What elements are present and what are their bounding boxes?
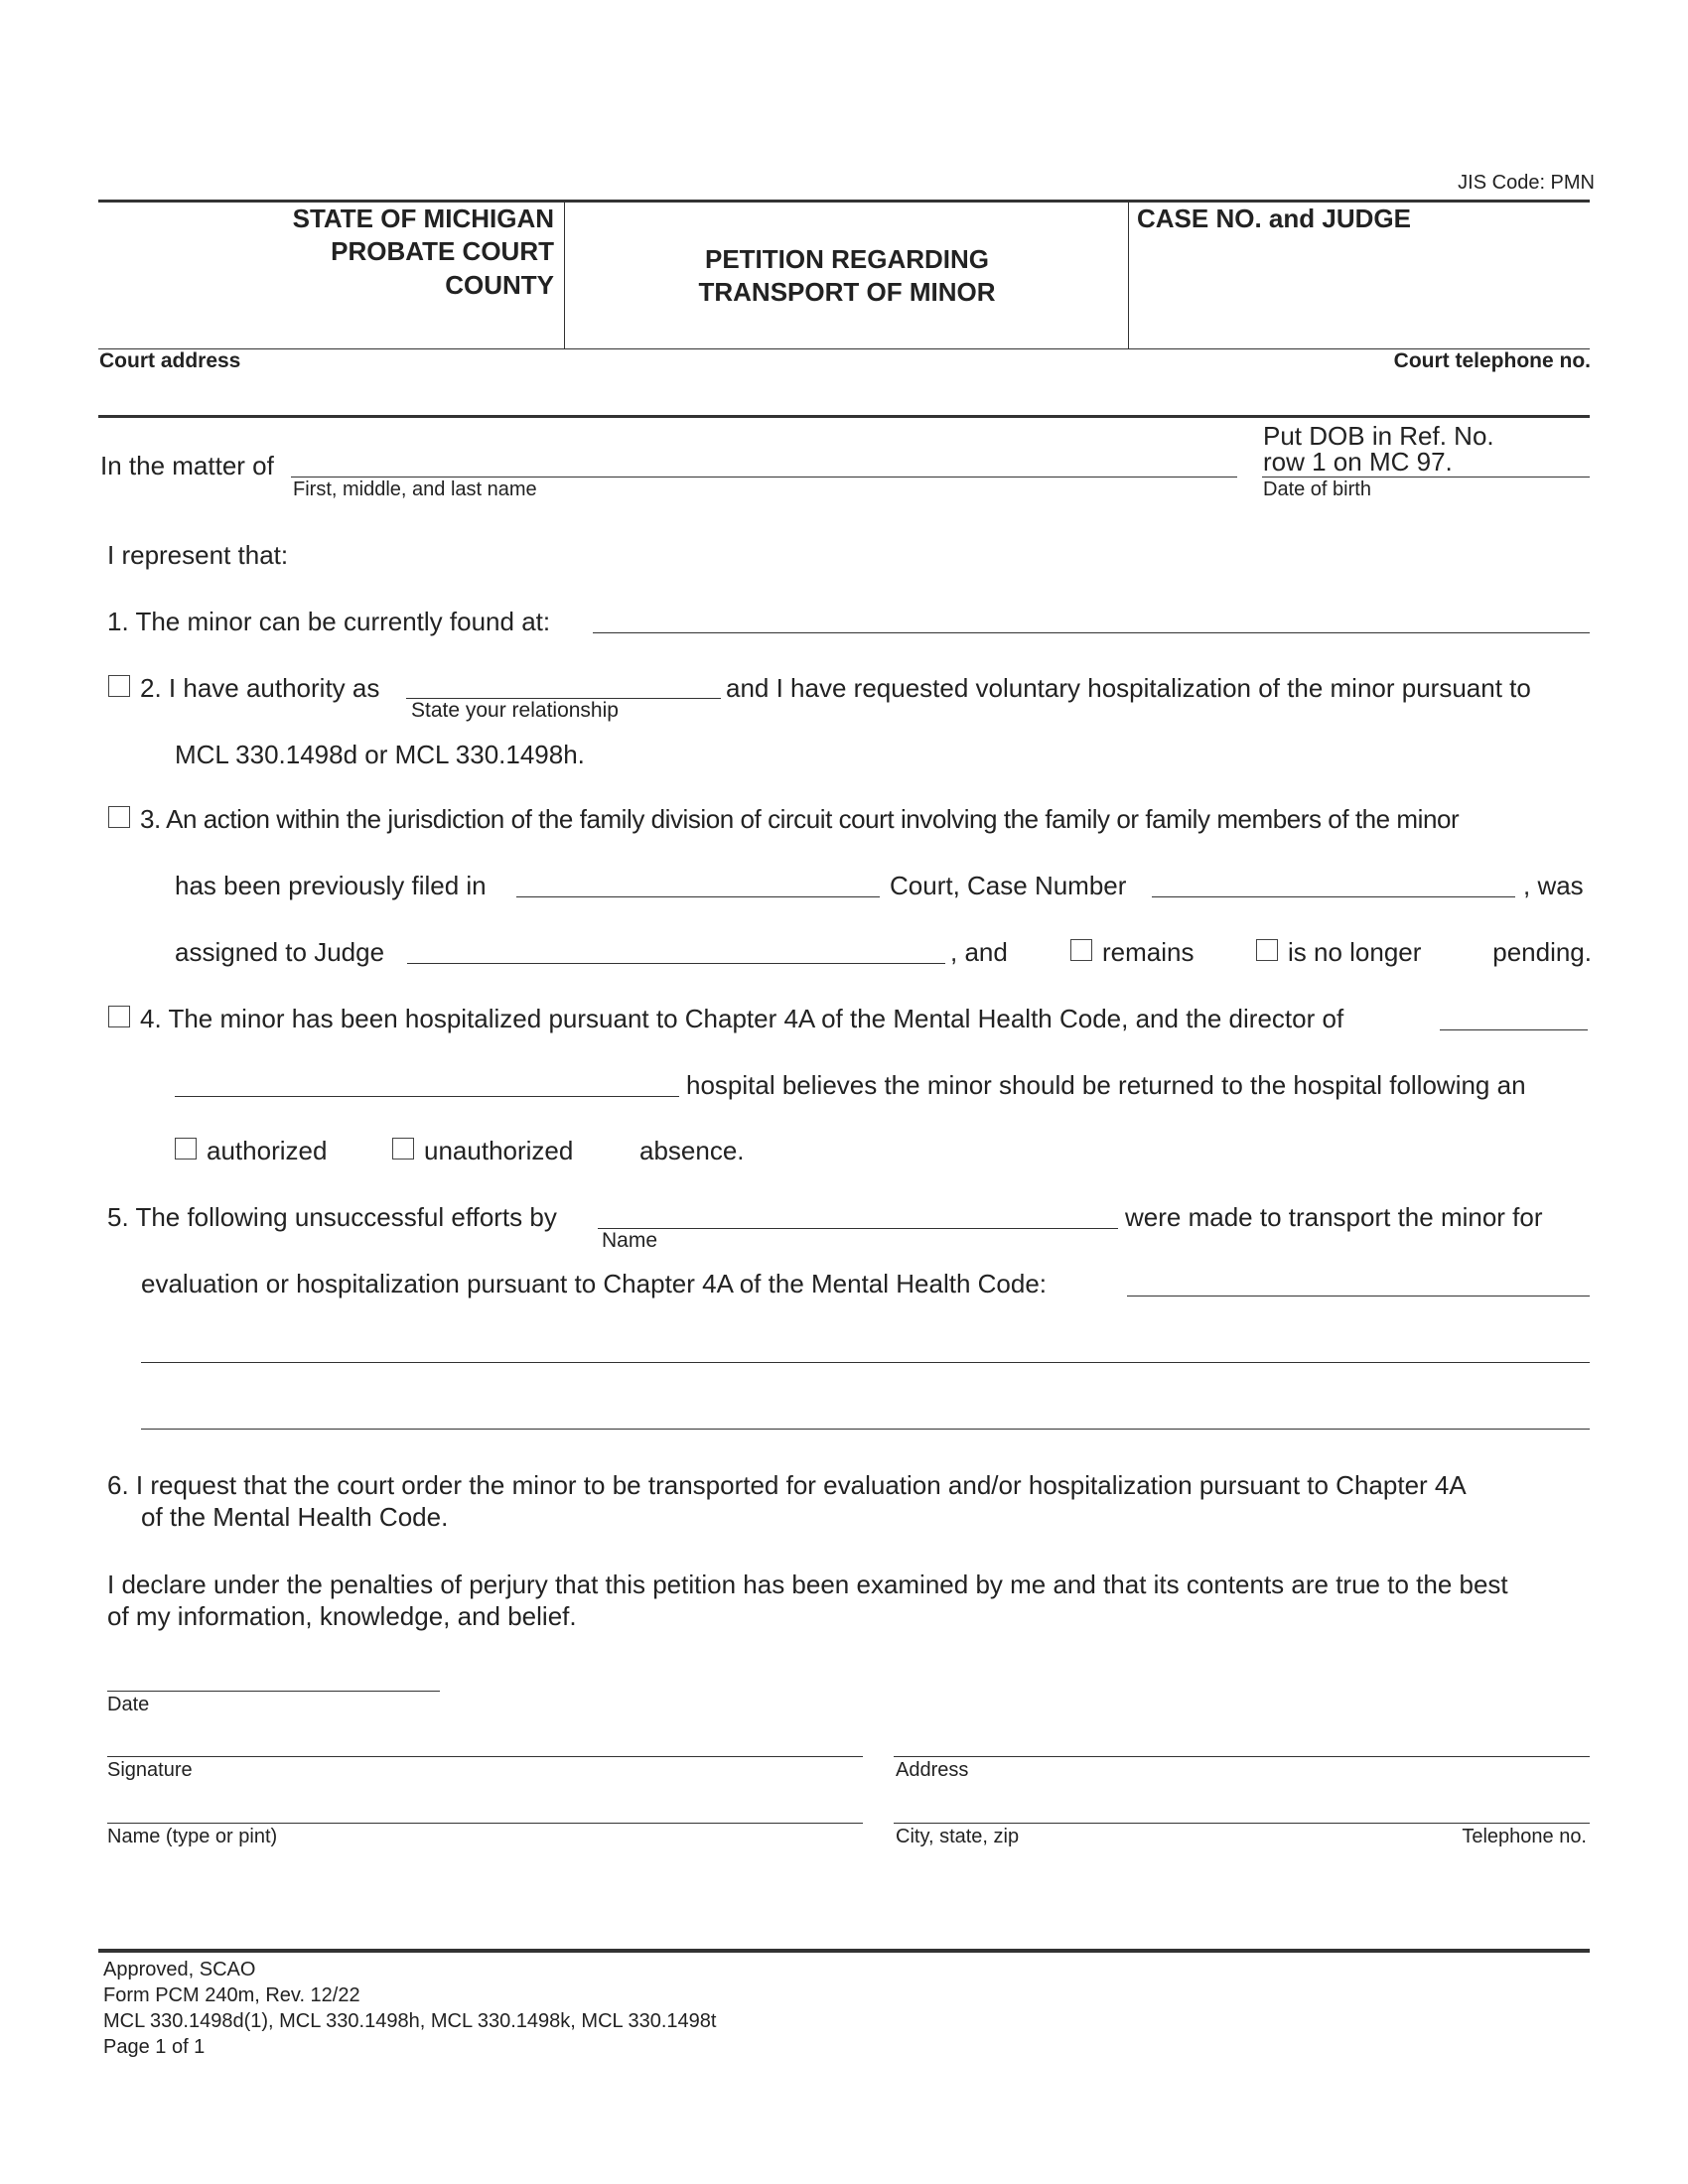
unauthorized-checkbox[interactable] [392, 1138, 414, 1160]
location-field[interactable] [593, 632, 1590, 633]
item4-line2: hospital believes the minor should be returned to the hospital following an [686, 1070, 1526, 1100]
date-label: Date [107, 1694, 150, 1715]
signature-field[interactable] [107, 1756, 863, 1757]
item6-line1: 6. I request that the court order the minor to be transported for evaluation and/or hospitalization pursuant to Chapter 4A [107, 1470, 1467, 1500]
form-title-line1: PETITION REGARDING [704, 244, 989, 274]
dob-note-line1: Put DOB in Ref. No. [1263, 421, 1494, 451]
item3-checkbox[interactable] [108, 806, 130, 828]
item3-assigned: assigned to Judge [175, 937, 385, 967]
header-top-rule [98, 200, 1590, 203]
represent-intro: I represent that: [107, 540, 289, 570]
item2-trail: and I have requested voluntary hospitalization of the minor pursuant to [726, 673, 1531, 703]
footer-form-number: Form PCM 240m, Rev. 12/22 [103, 1984, 360, 2006]
footer-page: Page 1 of 1 [103, 2036, 206, 2058]
dob-caption: Date of birth [1263, 478, 1371, 500]
remains-checkbox[interactable] [1070, 939, 1092, 961]
footer-rule [98, 1949, 1590, 1953]
authorized-checkbox[interactable] [175, 1138, 197, 1160]
item2-line2: MCL 330.1498d or MCL 330.1498h. [175, 740, 585, 769]
no-longer-label: is no longer [1288, 937, 1422, 967]
item3-filed-in: has been previously filed in [175, 871, 487, 900]
item5-lead: 5. The following unsuccessful efforts by [107, 1202, 557, 1232]
header-divider-right [1128, 201, 1129, 349]
pending-label: pending. [1492, 937, 1592, 967]
unauthorized-label: unauthorized [424, 1136, 574, 1165]
court-name-field[interactable] [516, 896, 880, 897]
court-label: PROBATE COURT [331, 236, 554, 266]
minor-name-caption: First, middle, and last name [293, 478, 537, 500]
director-field[interactable] [1440, 1029, 1588, 1030]
item2-checkbox[interactable] [108, 675, 130, 697]
address-rule [98, 415, 1590, 418]
footer-approved: Approved, SCAO [103, 1959, 256, 1980]
matter-label: In the matter of [100, 451, 274, 480]
jis-code: JIS Code: PMN [1458, 172, 1595, 194]
item5-line2: evaluation or hospitalization pursuant to Chapter 4A of the Mental Health Code: [141, 1269, 1048, 1298]
judge-name-field[interactable] [407, 963, 945, 964]
name-field[interactable] [107, 1823, 863, 1824]
city-state-zip-label: City, state, zip [896, 1826, 1020, 1847]
efforts-field-3[interactable] [141, 1429, 1590, 1430]
declaration-line1: I declare under the penalties of perjury that this petition has been examined by me and that its contents are true to the best [107, 1570, 1508, 1599]
telephone-label: Telephone no. [1462, 1826, 1587, 1847]
item3-and: , and [950, 937, 1008, 967]
item2-lead: 2. I have authority as [140, 673, 380, 703]
signature-label: Signature [107, 1759, 193, 1781]
item3-was: , was [1523, 871, 1584, 900]
item1-text: 1. The minor can be currently found at: [107, 607, 551, 636]
address-label: Address [896, 1759, 969, 1781]
name-label: Name (type or pint) [107, 1826, 278, 1847]
item3-line1: 3. An action within the jurisdiction of the family division of circuit court involving the family or family members of the minor [140, 804, 1460, 834]
effort-name-caption: Name [602, 1229, 658, 1252]
city-state-zip-field[interactable] [894, 1823, 1590, 1824]
item3-court-case: Court, Case Number [890, 871, 1127, 900]
header-divider-left [564, 201, 565, 349]
date-field[interactable] [107, 1691, 440, 1692]
case-no-label: CASE NO. and JUDGE [1137, 204, 1411, 233]
item6-line2: of the Mental Health Code. [141, 1502, 449, 1532]
item5-trail: were made to transport the minor for [1125, 1202, 1543, 1232]
dob-note-line2: row 1 on MC 97. [1263, 447, 1453, 477]
remains-label: remains [1102, 937, 1195, 967]
item4-line1: 4. The minor has been hospitalized pursuant to Chapter 4A of the Mental Health Code, and the director of [140, 1004, 1344, 1033]
court-address-label: Court address [99, 349, 241, 372]
declaration-line2: of my information, knowledge, and belief. [107, 1601, 577, 1631]
header-bottom-rule [98, 348, 1590, 349]
court-telephone-label: Court telephone no. [1393, 349, 1591, 372]
efforts-field-2[interactable] [141, 1362, 1590, 1363]
state-label: STATE OF MICHIGAN [292, 204, 554, 233]
absence-label: absence. [639, 1136, 745, 1165]
address-field[interactable] [894, 1756, 1590, 1757]
no-longer-checkbox[interactable] [1256, 939, 1278, 961]
relationship-caption: State your relationship [411, 699, 619, 722]
footer-mcl: MCL 330.1498d(1), MCL 330.1498h, MCL 330.1498k, MCL 330.1498t [103, 2010, 717, 2032]
case-number-field[interactable] [1152, 896, 1515, 897]
effort-name-field[interactable] [598, 1228, 1118, 1229]
hospital-name-field[interactable] [175, 1096, 679, 1097]
efforts-field-1[interactable] [1127, 1296, 1590, 1297]
form-title-line2: TRANSPORT OF MINOR [698, 277, 996, 307]
county-label: COUNTY [445, 270, 554, 300]
item4-checkbox[interactable] [108, 1006, 130, 1027]
authorized-label: authorized [207, 1136, 328, 1165]
